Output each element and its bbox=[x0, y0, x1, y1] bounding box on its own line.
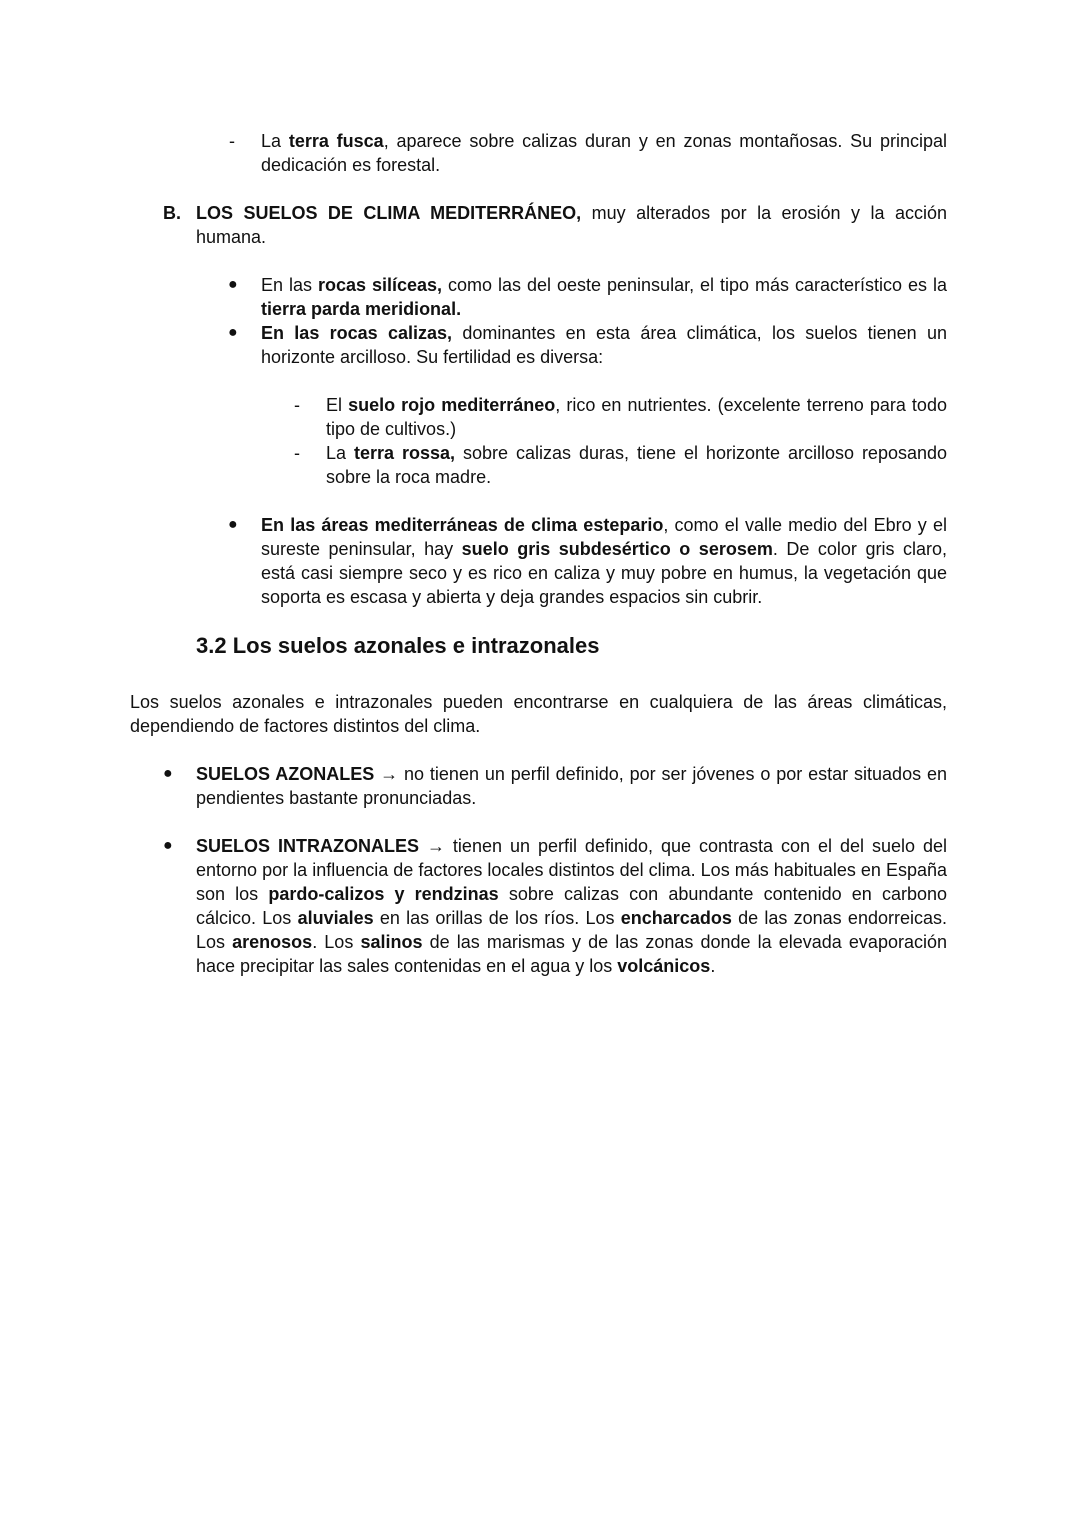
text: muy alterados por la erosión y la acción humana. bbox=[196, 203, 947, 247]
bullet-marker: ● bbox=[228, 276, 238, 293]
text: . bbox=[710, 956, 716, 976]
dash-marker: - bbox=[229, 131, 235, 151]
bold-term: En las rocas calizas, bbox=[261, 323, 453, 343]
text: → no tienen un perfil definido, por ser jóvenes o por estar situados en pendientes bastante pronunciadas. bbox=[196, 764, 947, 808]
bullet-marker: ● bbox=[228, 324, 238, 341]
text: de las zonas endorreicas. Los bbox=[196, 908, 947, 952]
text: La bbox=[326, 443, 354, 463]
bold-term: arenosos bbox=[232, 932, 313, 952]
sub-item-terra-rossa bbox=[326, 441, 947, 489]
bold-term: volcánicos bbox=[617, 956, 711, 976]
text: en las orillas de los ríos. Los bbox=[373, 908, 621, 928]
bullet-rocas-calizas bbox=[261, 321, 947, 369]
bold-term: pardo-calizos y rendzinas bbox=[268, 884, 499, 904]
bullet-marker: ● bbox=[163, 837, 173, 854]
bold-term: terra rossa, bbox=[354, 443, 456, 463]
text: como las del oeste peninsular, el tipo más característico es la bbox=[442, 275, 948, 295]
terra-fusca-item bbox=[261, 129, 947, 177]
text: . Los bbox=[312, 932, 361, 952]
intro-paragraph: Los suelos azonales e intrazonales pueden encontrarse en cualquiera de las áreas climáticas, dependiendo de factores distintos del clima. bbox=[130, 692, 947, 736]
text: . De color gris claro, está casi siempre seco y es rico en caliza y muy pobre en humus, la vegetación que soporta es escasa y abierta y deja grandes espacios sin cubrir. bbox=[261, 539, 947, 607]
section-b-heading bbox=[196, 201, 947, 249]
bullet-clima-estepario bbox=[261, 513, 947, 609]
bold-term: encharcados bbox=[620, 908, 732, 928]
bold-term: tierra parda meridional. bbox=[261, 299, 462, 319]
section-b-title: LOS SUELOS DE CLIMA MEDITERRÁNEO, bbox=[196, 203, 582, 223]
text: sobre calizas duras, tiene el horizonte arcilloso reposando sobre la roca madre. bbox=[326, 443, 948, 487]
text: En las bbox=[261, 275, 318, 295]
bold-term: salinos bbox=[360, 932, 423, 952]
text: sobre calizas con abundante contenido en carbono cálcico. Los bbox=[196, 884, 947, 928]
bold-term: En las áreas mediterráneas de clima estepario bbox=[261, 515, 664, 535]
bold-term: terra fusca bbox=[288, 131, 384, 151]
bold-term: aluviales bbox=[297, 908, 374, 928]
text: dominantes en esta área climática, los suelos tienen un horizonte arcilloso. Su fertilidad es diversa: bbox=[261, 323, 947, 367]
dash-marker: - bbox=[294, 395, 300, 415]
bullet-rocas-siliceas bbox=[261, 273, 947, 321]
text: , como el valle medio del Ebro y el sureste peninsular, hay bbox=[261, 515, 947, 559]
text: , aparece sobre calizas duran y en zonas montañosas. Su principal dedicación es forestal. bbox=[261, 131, 947, 175]
text: El bbox=[326, 395, 349, 415]
bullet-suelos-azonales bbox=[196, 762, 947, 810]
bold-term: suelo gris subdesértico o serosem bbox=[461, 539, 773, 559]
section-b-marker: B. bbox=[163, 203, 181, 223]
text: → tienen un perfil definido, que contrasta con el del suelo del entorno por la influencia de factores locales distintos del clima. Los más habituales en España son los bbox=[196, 836, 947, 904]
text: , rico en nutrientes. (excelente terreno para todo tipo de cultivos.) bbox=[326, 395, 947, 439]
bold-term: rocas silíceas, bbox=[317, 275, 443, 295]
text: de las marismas y de las zonas donde la elevada evaporación hace precipitar las sales contenidas en el agua y los bbox=[196, 932, 947, 976]
bold-term: SUELOS AZONALES bbox=[196, 764, 375, 784]
bold-term: suelo rojo mediterráneo bbox=[348, 395, 556, 415]
text: La bbox=[261, 131, 289, 151]
section-heading: 3.2 Los suelos azonales e intrazonales bbox=[196, 633, 600, 658]
bold-term: SUELOS INTRAZONALES bbox=[196, 836, 419, 856]
bullet-marker: ● bbox=[228, 516, 238, 533]
dash-marker: - bbox=[294, 443, 300, 463]
sub-item-suelo-rojo bbox=[326, 393, 947, 441]
bullet-marker: ● bbox=[163, 765, 173, 782]
bullet-suelos-intrazonales bbox=[196, 834, 947, 978]
